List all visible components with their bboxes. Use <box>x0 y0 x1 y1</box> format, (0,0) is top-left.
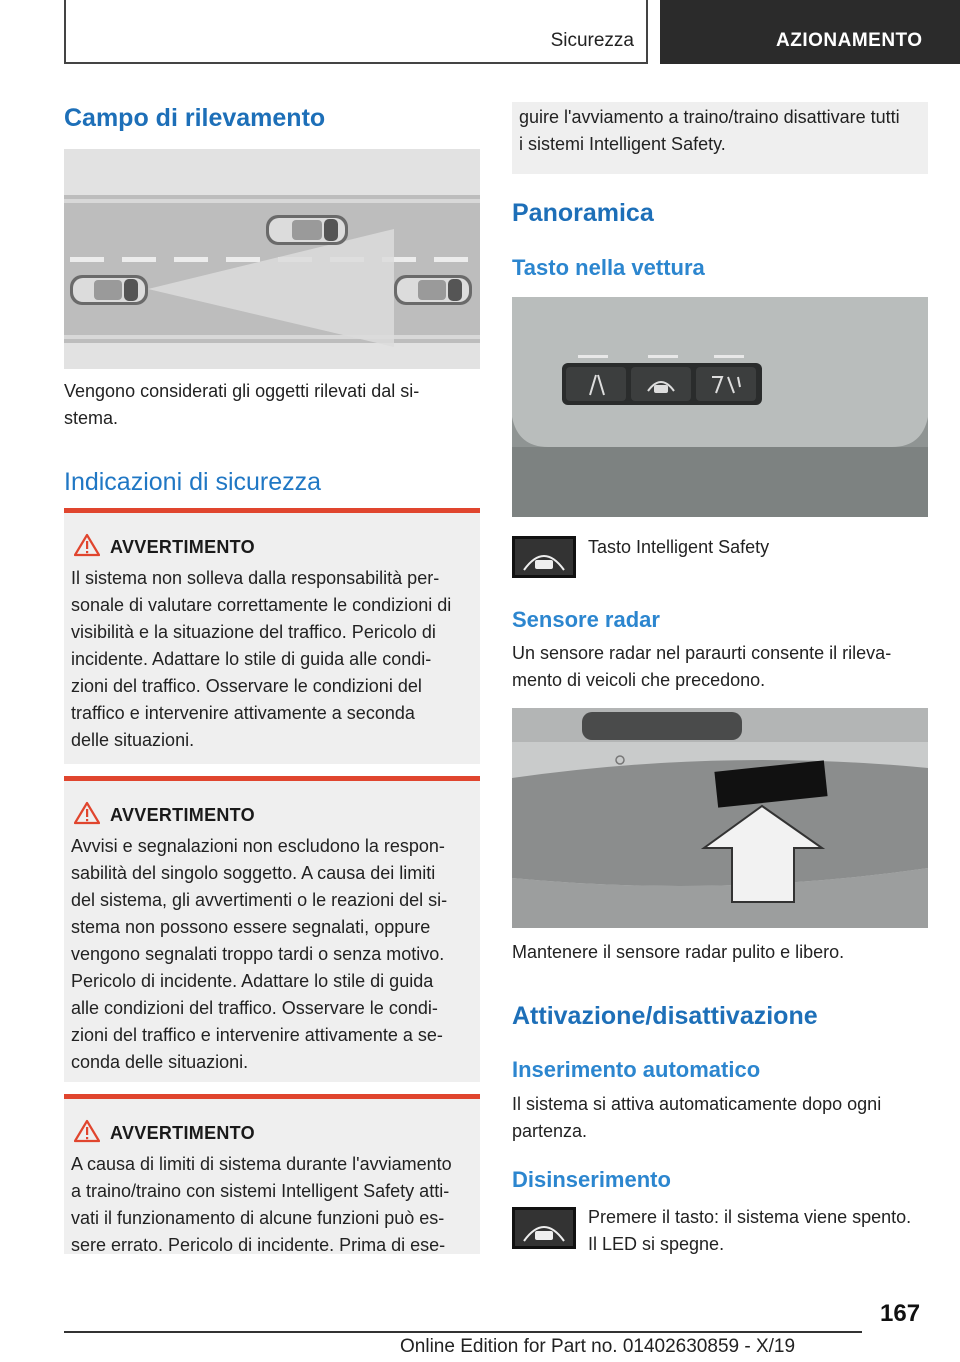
text-line: alle condizioni del traffico. Osservare le condi- <box>71 998 438 1018</box>
button-panel-photo <box>512 297 928 517</box>
footer-edition: Online Edition for Part no. 01402630859 - X/19 <box>400 1336 796 1357</box>
warning-box-1 <box>64 508 480 764</box>
text-line: Premere il tasto: il sistema viene spento. <box>588 1207 912 1227</box>
text-line: stema non possono essere segnalati, oppure <box>71 917 431 937</box>
text-line: Il sistema non solleva dalla responsabilità per- <box>71 568 440 588</box>
text-line: Avvisi e segnalazioni non escludono la respon- <box>71 836 445 856</box>
text-line: del sistema, gli avvertimenti o le reazioni del si- <box>71 890 448 910</box>
text-line: traffico e intervenire attivamente a seconda <box>71 703 415 723</box>
warning-box-2 <box>64 776 480 1082</box>
warning-title: AVVERTIMENTO <box>110 805 255 825</box>
warning-body <box>519 104 924 158</box>
heading-disinserimento: Disinserimento <box>512 1167 671 1192</box>
warning-body <box>71 833 476 1076</box>
paragraph-campo <box>64 378 480 432</box>
text-line: Vengono considerati gli oggetti rilevati dal si- <box>64 381 420 401</box>
page-number: 167 <box>880 1300 921 1327</box>
text-line: visibilità e la situazione del traffico. Pericolo di <box>71 622 436 642</box>
text-line: zioni del traffico. Osservare le condizioni del <box>71 676 422 696</box>
heading-radar: Sensore radar <box>512 607 660 632</box>
text-line: vengono segnalati troppo tardi o senza motivo. <box>71 944 445 964</box>
text-line: A causa di limiti di sistema durante l'avviamento <box>71 1154 452 1174</box>
text-line: vati il funzionamento di alcune funzioni può es- <box>71 1208 445 1228</box>
text-line: conda delle situazioni. <box>71 1052 249 1072</box>
paragraph-radar <box>512 640 928 694</box>
detection-range-figure <box>64 149 480 369</box>
paragraph-pulito: Mantenere il sensore radar pulito e libero. <box>512 942 845 962</box>
header-chapter-tab <box>660 0 960 64</box>
warning-title: AVVERTIMENTO <box>110 1123 255 1143</box>
text-line: Il LED si spegne. <box>588 1234 725 1254</box>
paragraph-inserimento <box>512 1091 928 1145</box>
warning-triangle-icon <box>74 1119 100 1143</box>
text-line: sonale di valutare correttamente le condizioni di <box>71 595 452 615</box>
text-line: incidente. Adattare lo stile di guida alle condi- <box>71 649 432 669</box>
text-line: mento di veicoli che precedono. <box>512 670 766 690</box>
text-line: partenza. <box>512 1121 588 1141</box>
footer-divider <box>64 1331 862 1333</box>
paragraph-disinserimento <box>588 1204 928 1258</box>
intelligent-safety-button-icon <box>512 536 576 578</box>
warning-box-3 <box>64 1094 480 1254</box>
heading-campo: Campo di rilevamento <box>64 104 326 132</box>
warning-triangle-icon <box>74 801 100 825</box>
text-line: zioni del traffico e intervenire attivamente a se- <box>71 1025 443 1045</box>
text-line: sere errato. Pericolo di incidente. Prima di ese- <box>71 1235 446 1255</box>
warning-triangle-icon <box>74 533 100 557</box>
tasto-caption: Tasto Intelligent Safety <box>588 537 770 557</box>
text-line: Il sistema si attiva automaticamente dopo ogni <box>512 1094 882 1114</box>
text-line: stema. <box>64 408 119 428</box>
header-section-tab <box>64 0 648 64</box>
text-line: a traino/traino con sistemi Intelligent Safety atti- <box>71 1181 450 1201</box>
warning-body <box>71 1151 476 1259</box>
heading-sicurezza: Indicazioni di sicurezza <box>64 468 322 496</box>
heading-panoramica: Panoramica <box>512 199 654 227</box>
warning-continuation <box>512 102 928 174</box>
radar-sensor-photo <box>512 708 928 928</box>
text-line: delle situazioni. <box>71 730 195 750</box>
intelligent-safety-button-icon <box>512 1207 576 1249</box>
text-line: Pericolo di incidente. Adattare lo stile di guida <box>71 971 434 991</box>
heading-inserimento: Inserimento automatico <box>512 1057 761 1082</box>
header-chapter-label: AZIONAMENTO <box>776 30 923 51</box>
text-line: guire l'avviamento a traino/traino disattivare tutti <box>519 107 900 127</box>
heading-tasto: Tasto nella vettura <box>512 255 705 280</box>
warning-title: AVVERTIMENTO <box>110 537 255 557</box>
text-line: i sistemi Intelligent Safety. <box>519 134 726 154</box>
warning-body <box>71 565 476 754</box>
heading-attivazione: Attivazione/disattivazione <box>512 1002 818 1030</box>
text-line: sabilità del singolo soggetto. A causa dei limiti <box>71 863 436 883</box>
text-line: Un sensore radar nel paraurti consente il rileva- <box>512 643 892 663</box>
header-section-label: Sicurezza <box>550 30 634 51</box>
